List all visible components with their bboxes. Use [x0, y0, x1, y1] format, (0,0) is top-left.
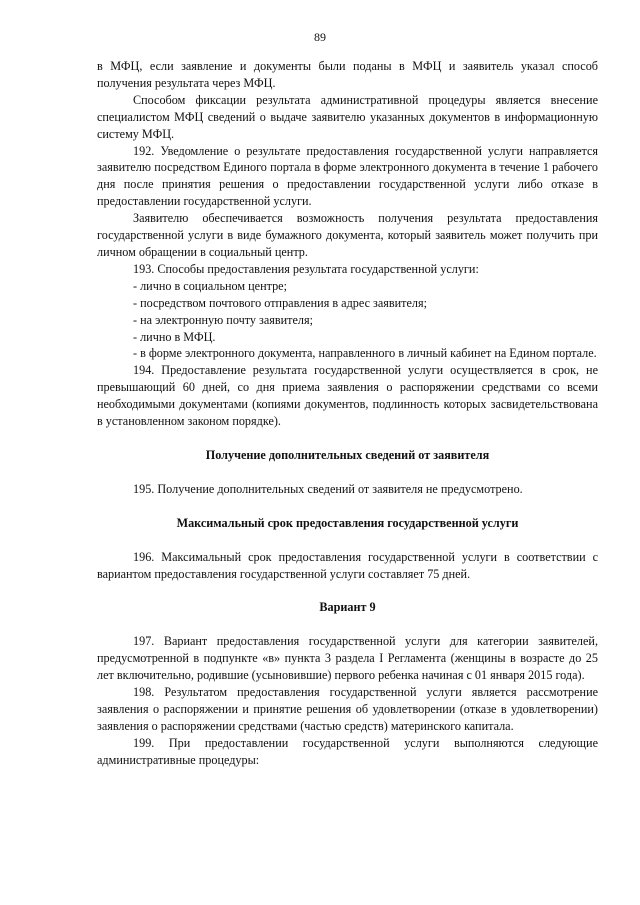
list-item: - лично в МФЦ.: [133, 329, 216, 344]
list-item: - лично в социальном центре;: [133, 278, 287, 293]
paragraph-195: 195. Получение дополнительных сведений от заявителя не предусмотрено.: [133, 481, 523, 496]
paragraph-mfc-result: в МФЦ, если заявление и документы были поданы в МФЦ и заявитель указал способ получения результата через МФЦ.: [97, 59, 598, 90]
list-item: - посредством почтового отправления в адрес заявителя;: [133, 295, 427, 310]
section-heading-variant-9: Вариант 9: [319, 600, 376, 615]
paragraph-fixation-method: Способом фиксации результата административной процедуры является внесение специалистом МФЦ сведений о выдаче заявителю указанных документов в информационную систему МФЦ.: [97, 92, 598, 141]
paragraph-192: 192. Уведомление о результате предоставления государственной услуги направляется заявителю посредством Единого портала в форме электронного документа в течение 1 рабочего дня после принятия решения о предоставлении государственной услуги либо отказе в предоставлении государственной услуги.: [97, 143, 598, 209]
list-item: - на электронную почту заявителя;: [133, 312, 313, 327]
paragraph-197: 197. Вариант предоставления государственной услуги для категории заявителей, предусмотренной в подпункте «в» пункта 3 раздела I Регламента (женщины в возрасте до 25 лет включительно, родившие (усыновившие) первого ребенка начиная с 01 января 2015 года).: [97, 634, 598, 683]
page-number: 89: [314, 30, 326, 44]
paragraph-194: 194. Предоставление результата государственной услуги осуществляется в срок, не превышающий 60 дней, со дня приема заявления о распоряжении средствами со всеми необходимыми документами (копиями документов, подлинность которых засвидетельствована в установленном законом порядке).: [97, 363, 598, 429]
paragraph-198: 198. Результатом предоставления государственной услуги является рассмотрение заявления о распоряжении и принятие решения об удовлетворении (отказе в удовлетворении) заявления о распоряжении средствами (частью средств) материнского капитала.: [97, 685, 598, 733]
list-item: - в форме электронного документа, направленного в личный кабинет на Едином портале.: [133, 346, 597, 361]
document-body: [97, 58, 598, 769]
section-heading-max-term: Максимальный срок предоставления государственной услуги: [176, 515, 519, 530]
paragraph-199: 199. При предоставлении государственной услуги выполняются следующие административные процедуры:: [97, 735, 598, 767]
paragraph-paper-document: Заявителю обеспечивается возможность получения результата предоставления государственной услуги в виде бумажного документа, который заявитель может получить при личном обращении в социальный центр.: [97, 211, 598, 259]
section-heading-additional-info: Получение дополнительных сведений от заявителя: [205, 447, 490, 462]
paragraph-193: 193. Способы предоставления результата государственной услуги:: [133, 261, 479, 276]
paragraph-196: 196. Максимальный срок предоставления государственной услуги в соответствии с вариантом предоставления государственной услуги составляет 75 дней.: [97, 549, 598, 581]
